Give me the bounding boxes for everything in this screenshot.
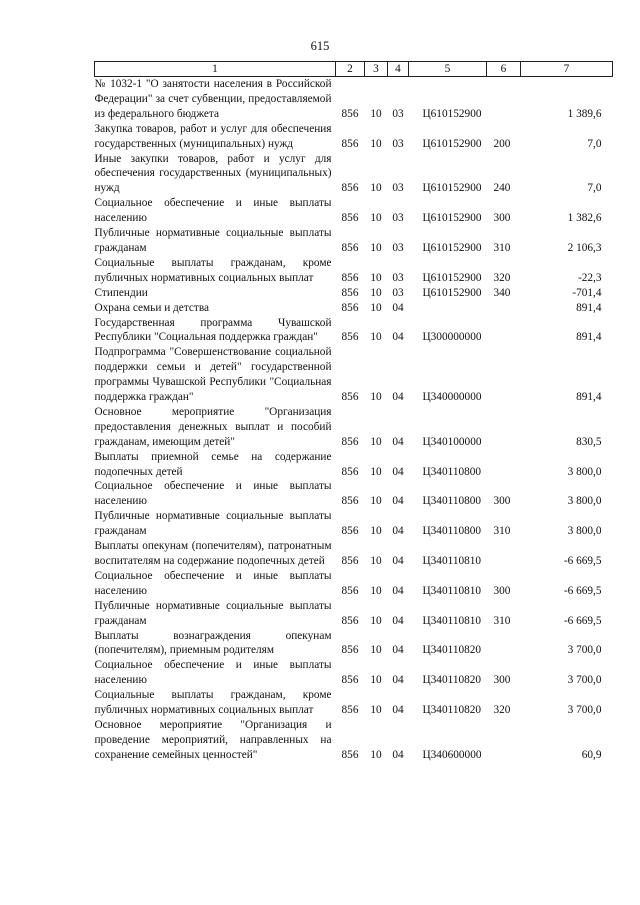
row-name: Публичные нормативные социальные выплаты гражданам bbox=[94, 599, 332, 627]
target-article-code: Ц340110800 bbox=[422, 465, 482, 478]
amount-value: 7,0 bbox=[587, 182, 602, 195]
section-code: 10 bbox=[370, 704, 382, 717]
row-name: № 1032-1 "О занятости населения в Российской Федерации" за счет субвенции, предоставляемой из федерального бюджета bbox=[94, 78, 332, 120]
expense-type-code: 320 bbox=[493, 704, 511, 717]
subsection-code: 03 bbox=[392, 271, 404, 284]
target-article-code: Ц610152900 bbox=[422, 137, 482, 150]
table-row bbox=[95, 629, 613, 659]
target-article-code bbox=[409, 301, 487, 316]
section-code: 10 bbox=[370, 271, 382, 284]
ministry-code: 856 bbox=[341, 331, 359, 344]
row-name: Публичные нормативные социальные выплаты гражданам bbox=[94, 227, 332, 254]
expense-type-code bbox=[487, 629, 521, 659]
ministry-code: 856 bbox=[341, 301, 359, 314]
expense-type-code bbox=[487, 450, 521, 480]
section-code: 10 bbox=[370, 331, 382, 344]
header-col-5: 5 bbox=[409, 62, 487, 77]
ministry-code: 856 bbox=[341, 286, 359, 299]
table-row bbox=[95, 450, 613, 480]
row-name: Социальное обеспечение и иные выплаты населению bbox=[94, 480, 332, 508]
table-row bbox=[95, 196, 613, 226]
expense-type-code bbox=[487, 77, 521, 122]
target-article-code: Ц340110800 bbox=[422, 525, 482, 538]
section-code: 10 bbox=[370, 674, 382, 687]
subsection-code: 03 bbox=[392, 241, 404, 254]
subsection-code: 04 bbox=[392, 748, 404, 761]
row-name: Социальное обеспечение и иные выплаты населению bbox=[94, 569, 332, 597]
table-row bbox=[95, 301, 613, 316]
expense-type-code: 300 bbox=[493, 495, 511, 508]
subsection-code: 04 bbox=[392, 301, 404, 314]
expense-type-code: 200 bbox=[493, 137, 511, 150]
ministry-code: 856 bbox=[341, 644, 359, 657]
header-col-2: 2 bbox=[336, 62, 365, 77]
amount-value: 891,4 bbox=[576, 391, 602, 404]
ministry-code: 856 bbox=[341, 614, 359, 627]
row-name: Охрана семьи и детства bbox=[94, 301, 210, 314]
target-article-code: Ц340110810 bbox=[422, 555, 482, 567]
subsection-code: 03 bbox=[392, 137, 404, 150]
section-code: 10 bbox=[370, 644, 382, 657]
ministry-code: 856 bbox=[341, 107, 359, 120]
table-row bbox=[95, 152, 613, 197]
expense-type-code bbox=[487, 405, 521, 450]
target-article-code: Ц340110820 bbox=[422, 674, 482, 687]
row-name: Государственная программа Чувашской Республики "Социальная поддержка граждан" bbox=[94, 316, 332, 344]
expense-type-code: 310 bbox=[493, 241, 511, 254]
row-name: Основное мероприятие "Организация и проведение мероприятий, направленных на сохранение семейных ценностей" bbox=[94, 718, 332, 761]
ministry-code: 856 bbox=[341, 525, 359, 538]
subsection-code: 03 bbox=[392, 286, 404, 299]
row-name: Выплаты опекунам (попечителям), патронатным воспитателям на содержание подопечных детей bbox=[94, 540, 332, 567]
row-name: Основное мероприятие "Организация предоставления денежных выплат и пособий гражданам, имеющим детей" bbox=[94, 405, 332, 448]
expense-type-code: 300 bbox=[493, 674, 511, 687]
target-article-code: Ц340110820 bbox=[422, 704, 482, 717]
row-name: Иные закупки товаров, работ и услуг для обеспечения государственных (муниципальных) нужд bbox=[94, 152, 332, 195]
ministry-code: 856 bbox=[341, 271, 359, 284]
ministry-code: 856 bbox=[341, 674, 359, 687]
section-code: 10 bbox=[370, 286, 382, 299]
section-code: 10 bbox=[370, 748, 382, 761]
expense-type-code: 300 bbox=[493, 212, 511, 225]
amount-value: 3 800,0 bbox=[567, 525, 602, 538]
expense-type-code: 300 bbox=[493, 584, 511, 597]
section-code: 10 bbox=[370, 614, 382, 627]
ministry-code: 856 bbox=[341, 584, 359, 597]
expense-type-code: 310 bbox=[493, 614, 511, 627]
subsection-code: 04 bbox=[392, 391, 404, 404]
expense-type-code bbox=[487, 316, 521, 346]
amount-value: 891,4 bbox=[576, 331, 602, 344]
section-code: 10 bbox=[370, 525, 382, 538]
amount-value: -6 669,5 bbox=[563, 555, 602, 567]
section-code: 10 bbox=[370, 391, 382, 404]
row-name: Выплаты вознаграждения опекунам (попечителям), приемным родителям bbox=[94, 629, 332, 657]
table-row bbox=[95, 599, 613, 629]
amount-value: 891,4 bbox=[576, 301, 602, 314]
header-col-1: 1 bbox=[95, 62, 336, 77]
row-name: Закупка товаров, работ и услуг для обеспечения государственных (муниципальных) нужд bbox=[94, 122, 332, 150]
amount-value: 1 389,6 bbox=[567, 107, 602, 120]
table-row bbox=[95, 688, 613, 718]
subsection-code: 04 bbox=[392, 525, 404, 538]
row-name: Публичные нормативные социальные выплаты гражданам bbox=[94, 510, 332, 538]
ministry-code: 856 bbox=[341, 748, 359, 761]
section-code: 10 bbox=[370, 495, 382, 508]
subsection-code: 04 bbox=[392, 495, 404, 508]
page-number: 615 bbox=[310, 39, 330, 53]
section-code: 10 bbox=[370, 107, 382, 120]
target-article-code: Ц610152900 bbox=[422, 286, 482, 299]
amount-value: 1 382,6 bbox=[567, 212, 602, 225]
ministry-code: 856 bbox=[341, 241, 359, 254]
ministry-code: 856 bbox=[341, 495, 359, 508]
expense-type-code: 240 bbox=[493, 182, 511, 195]
table-row bbox=[95, 539, 613, 569]
target-article-code: Ц610152900 bbox=[422, 271, 482, 284]
ministry-code: 856 bbox=[341, 555, 359, 567]
table-row bbox=[95, 316, 613, 346]
row-name: Социальное обеспечение и иные выплаты населению bbox=[94, 659, 332, 687]
section-code: 10 bbox=[370, 212, 382, 225]
ministry-code: 856 bbox=[341, 137, 359, 150]
subsection-code: 04 bbox=[392, 674, 404, 687]
amount-value: 3 700,0 bbox=[567, 704, 602, 717]
row-name: Социальное обеспечение и иные выплаты населению bbox=[94, 197, 332, 225]
ministry-code: 856 bbox=[341, 435, 359, 448]
amount-value: 2 106,3 bbox=[567, 241, 602, 254]
budget-table bbox=[94, 61, 613, 763]
table-row bbox=[95, 405, 613, 450]
subsection-code: 04 bbox=[392, 614, 404, 627]
target-article-code: Ц610152900 bbox=[422, 107, 482, 120]
subsection-code: 03 bbox=[392, 182, 404, 195]
ministry-code: 856 bbox=[341, 391, 359, 404]
target-article-code: Ц610152900 bbox=[422, 212, 482, 225]
table-row bbox=[95, 569, 613, 599]
amount-value: -22,3 bbox=[577, 271, 602, 284]
amount-value: -701,4 bbox=[572, 286, 602, 299]
header-col-3: 3 bbox=[365, 62, 388, 77]
row-name: Социальные выплаты гражданам, кроме публичных нормативных социальных выплат bbox=[94, 689, 332, 717]
table-row bbox=[95, 658, 613, 688]
amount-value: 60,9 bbox=[581, 748, 602, 761]
section-code: 10 bbox=[370, 241, 382, 254]
subsection-code: 04 bbox=[392, 704, 404, 717]
subsection-code: 04 bbox=[392, 331, 404, 344]
target-article-code: Ц300000000 bbox=[422, 331, 482, 344]
table-row bbox=[95, 718, 613, 763]
header-col-6: 6 bbox=[487, 62, 521, 77]
amount-value: 3 700,0 bbox=[567, 644, 602, 657]
expense-type-code: 320 bbox=[493, 271, 511, 284]
header-col-4: 4 bbox=[388, 62, 409, 77]
subsection-code: 03 bbox=[392, 212, 404, 225]
expense-type-code bbox=[487, 718, 521, 763]
target-article-code: Ц340110820 bbox=[422, 644, 482, 657]
section-code: 10 bbox=[370, 435, 382, 448]
expense-type-code: 310 bbox=[493, 525, 511, 538]
amount-value: -6 669,5 bbox=[563, 584, 602, 597]
header-col-7: 7 bbox=[521, 62, 613, 77]
table-row bbox=[95, 122, 613, 152]
table-row bbox=[95, 77, 613, 122]
amount-value: 3 800,0 bbox=[567, 495, 602, 508]
row-name: Социальные выплаты гражданам, кроме публичных нормативных социальных выплат bbox=[94, 256, 332, 284]
amount-value: 7,0 bbox=[587, 137, 602, 150]
table-row bbox=[95, 286, 613, 301]
target-article-code: Ц340110810 bbox=[422, 584, 482, 597]
section-code: 10 bbox=[370, 584, 382, 597]
table-row bbox=[95, 509, 613, 539]
table-row bbox=[95, 226, 613, 256]
expense-type-code bbox=[487, 301, 521, 316]
subsection-code: 03 bbox=[392, 107, 404, 120]
subsection-code: 04 bbox=[392, 555, 404, 567]
subsection-code: 04 bbox=[392, 584, 404, 597]
row-name: Выплаты приемной семье на содержание подопечных детей bbox=[94, 450, 332, 478]
section-code: 10 bbox=[370, 555, 382, 567]
target-article-code: Ц610152900 bbox=[422, 241, 482, 254]
amount-value: 830,5 bbox=[576, 435, 602, 448]
section-code: 10 bbox=[370, 301, 382, 314]
ministry-code: 856 bbox=[341, 212, 359, 225]
expense-type-code bbox=[487, 539, 521, 569]
target-article-code: Ц340000000 bbox=[422, 391, 482, 404]
ministry-code: 856 bbox=[341, 182, 359, 195]
table-row bbox=[95, 345, 613, 405]
amount-value: 3 700,0 bbox=[567, 674, 602, 687]
target-article-code: Ц610152900 bbox=[422, 182, 482, 195]
target-article-code: Ц340600000 bbox=[422, 748, 482, 761]
target-article-code: Ц340100000 bbox=[422, 435, 482, 448]
row-name: Стипендии bbox=[94, 286, 148, 299]
table-header-row bbox=[95, 62, 613, 77]
ministry-code: 856 bbox=[341, 704, 359, 717]
table-row bbox=[95, 256, 613, 286]
table-row bbox=[95, 479, 613, 509]
section-code: 10 bbox=[370, 137, 382, 150]
section-code: 10 bbox=[370, 182, 382, 195]
amount-value: -6 669,5 bbox=[563, 614, 602, 627]
expense-type-code bbox=[487, 345, 521, 405]
target-article-code: Ц340110810 bbox=[422, 614, 482, 627]
subsection-code: 04 bbox=[392, 644, 404, 657]
section-code: 10 bbox=[370, 465, 382, 478]
expense-type-code: 340 bbox=[493, 286, 511, 299]
target-article-code: Ц340110800 bbox=[422, 495, 482, 508]
amount-value: 3 800,0 bbox=[567, 465, 602, 478]
subsection-code: 04 bbox=[392, 435, 404, 448]
subsection-code: 04 bbox=[392, 465, 404, 478]
row-name: Подпрограмма "Совершенствование социальной поддержки семьи и детей" государственной программы Чувашской Республики "Социальная поддержка граждан" bbox=[94, 346, 332, 404]
ministry-code: 856 bbox=[341, 465, 359, 478]
